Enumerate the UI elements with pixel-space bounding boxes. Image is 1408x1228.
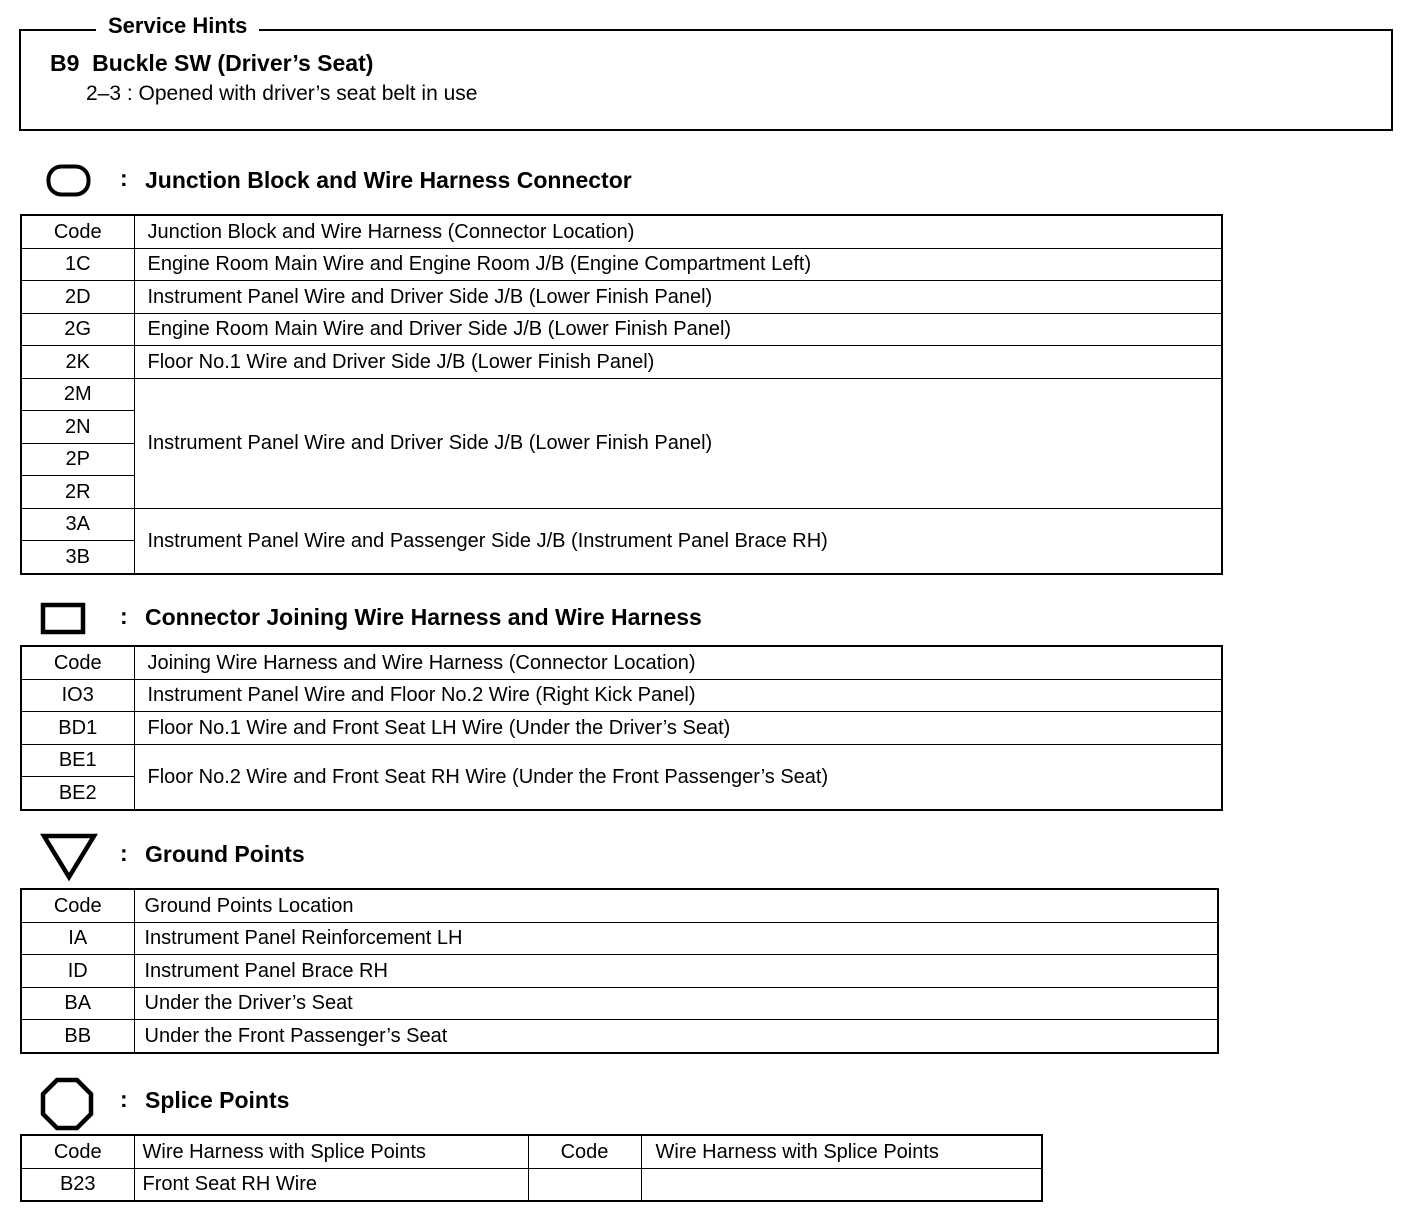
row-desc: Floor No.1 Wire and Driver Side J/B (Lower Finish Panel) [134,346,1222,379]
row-desc: Engine Room Main Wire and Driver Side J/B (Lower Finish Panel) [134,313,1222,346]
hint-heading: B9 Buckle SW (Driver’s Seat) [50,50,374,76]
service-hints-box [19,29,1393,131]
header-desc: Wire Harness with Splice Points [134,1135,528,1168]
header-code: Code [21,889,134,922]
table-row [21,712,1222,745]
row-code: BE2 [21,777,134,810]
table-row [21,922,1218,955]
table-row [21,346,1222,379]
row-desc: Instrument Panel Wire and Driver Side J/B (Lower Finish Panel) [134,378,1222,508]
header-desc: Wire Harness with Splice Points [641,1135,1042,1168]
square-icon [40,602,88,636]
table-row [21,508,1222,541]
row-code: BD1 [21,712,134,745]
row-code [528,1168,641,1201]
header-code: Code [21,1135,134,1168]
row-desc: Instrument Panel Wire and Passenger Side J/B (Instrument Panel Brace RH) [134,508,1222,574]
row-desc: Under the Front Passenger’s Seat [134,1020,1218,1053]
row-code: BA [21,987,134,1020]
table-header-row [21,646,1222,679]
header-code: Code [21,215,134,248]
row-desc: Floor No.1 Wire and Front Seat LH Wire (Under the Driver’s Seat) [134,712,1222,745]
row-code: IO3 [21,679,134,712]
row-code: BE1 [21,744,134,777]
table-row [21,378,1222,411]
connector-table [20,645,1223,811]
row-code: 2M [21,378,134,411]
row-desc: Under the Driver’s Seat [134,987,1218,1020]
junction-table [20,214,1223,575]
table-row [21,744,1222,777]
table-header-row [21,1135,1042,1168]
row-code: IA [21,922,134,955]
section-colon: : [120,165,128,191]
row-desc: Instrument Panel Reinforcement LH [134,922,1218,955]
header-code: Code [528,1135,641,1168]
ground-table [20,888,1219,1054]
row-desc: Floor No.2 Wire and Front Seat RH Wire (Under the Front Passenger’s Seat) [134,744,1222,810]
row-code: B23 [21,1168,134,1201]
ground-triangle-icon [40,831,100,883]
row-code: 2D [21,281,134,314]
row-code: 2N [21,411,134,444]
header-desc: Junction Block and Wire Harness (Connector Location) [134,215,1222,248]
section-title-splice: Splice Points [145,1087,290,1113]
table-header-row [21,215,1222,248]
service-hints-title: Service Hints [96,13,259,39]
table-row [21,1168,1042,1201]
row-code: 2P [21,443,134,476]
octagon-icon [40,1077,94,1131]
table-row [21,248,1222,281]
table-row [21,313,1222,346]
row-code: 3A [21,508,134,541]
row-desc: Instrument Panel Brace RH [134,955,1218,988]
section-title-ground: Ground Points [145,841,305,867]
row-desc [641,1168,1042,1201]
row-desc: Front Seat RH Wire [134,1168,528,1201]
section-colon: : [120,603,128,629]
row-desc: Engine Room Main Wire and Engine Room J/B (Engine Compartment Left) [134,248,1222,281]
table-row [21,987,1218,1020]
row-code: 1C [21,248,134,281]
rounded-rectangle-icon [46,164,92,198]
table-row [21,679,1222,712]
row-code: 2R [21,476,134,509]
splice-table [20,1134,1043,1202]
header-desc: Ground Points Location [134,889,1218,922]
row-code: 2K [21,346,134,379]
header-code: Code [21,646,134,679]
section-colon: : [120,1086,128,1112]
row-desc: Instrument Panel Wire and Floor No.2 Wire (Right Kick Panel) [134,679,1222,712]
table-row [21,955,1218,988]
table-row [21,281,1222,314]
section-title-junction: Junction Block and Wire Harness Connector [145,167,632,193]
table-header-row [21,889,1218,922]
header-desc: Joining Wire Harness and Wire Harness (Connector Location) [134,646,1222,679]
row-code: BB [21,1020,134,1053]
row-code: 2G [21,313,134,346]
table-row [21,1020,1218,1053]
hint-line: 2–3 : Opened with driver’s seat belt in use [86,82,478,105]
row-code: 3B [21,541,134,574]
row-desc: Instrument Panel Wire and Driver Side J/B (Lower Finish Panel) [134,281,1222,314]
row-code: ID [21,955,134,988]
section-title-connector: Connector Joining Wire Harness and Wire Harness [145,604,702,630]
section-colon: : [120,840,128,866]
